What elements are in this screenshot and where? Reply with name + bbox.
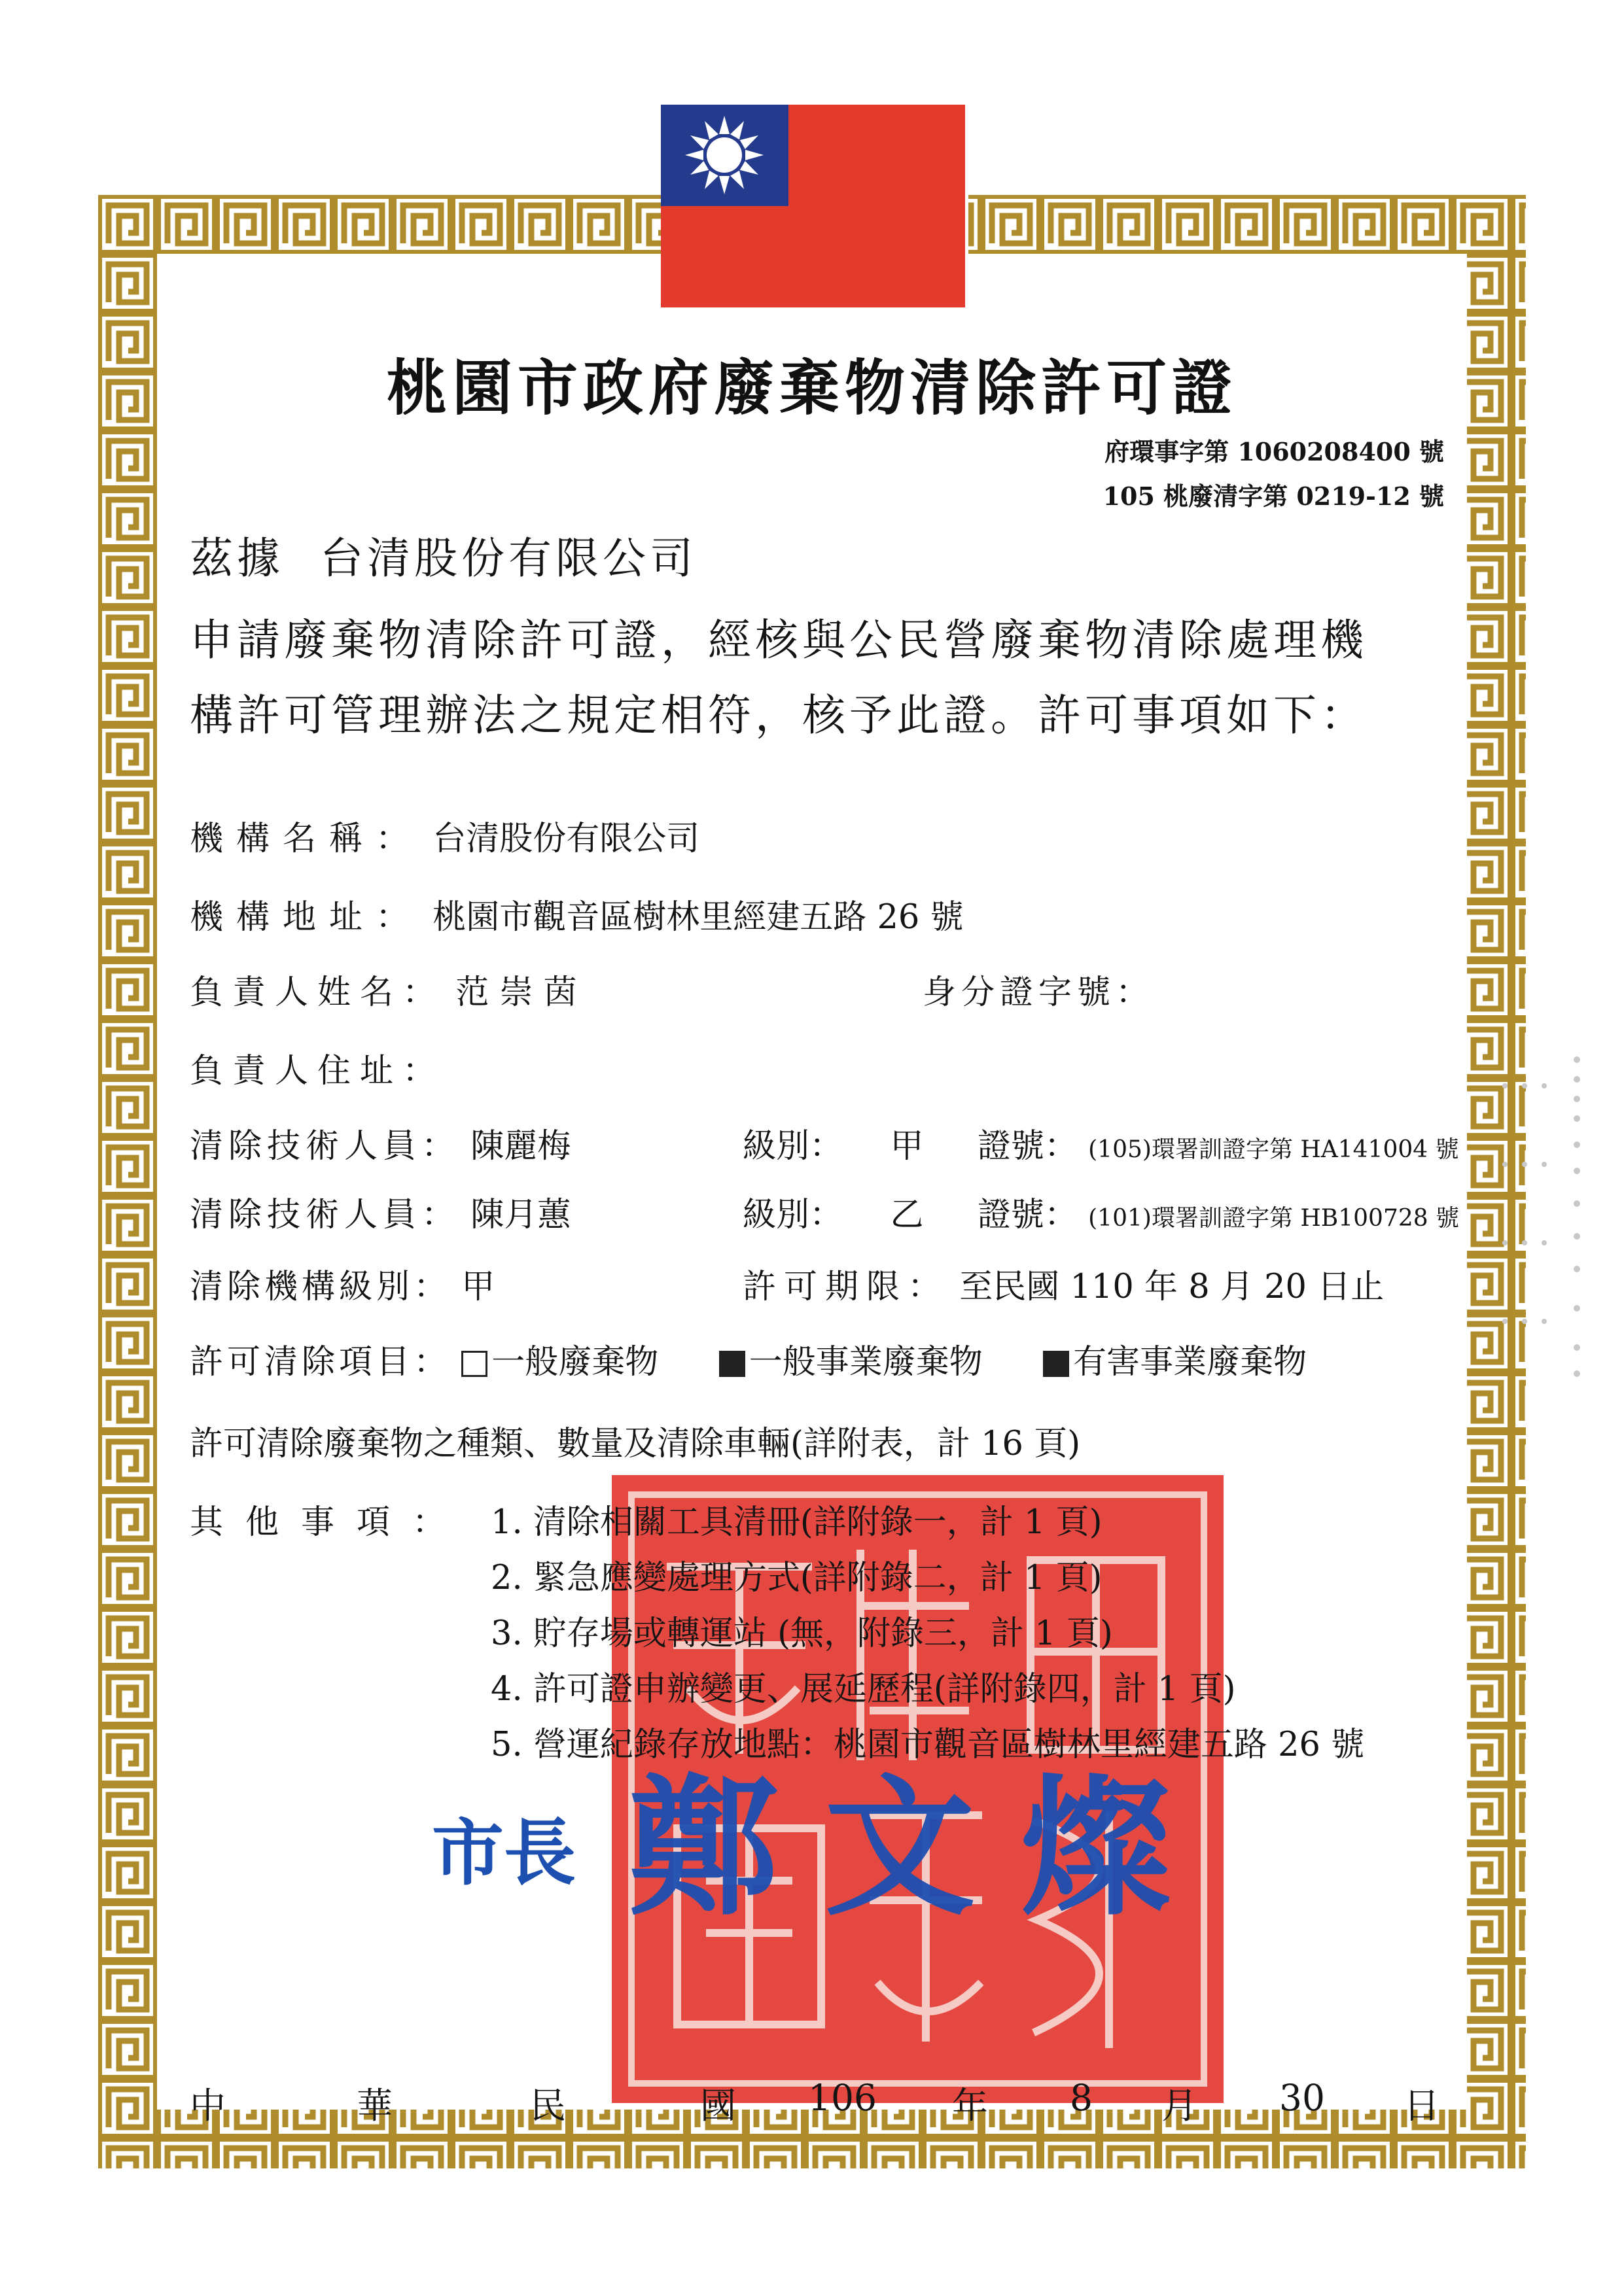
technician-level-2: [743, 1187, 1459, 1236]
owner-value: 范 崇 茵: [455, 973, 577, 1012]
item-checkbox-general-business-waste: [719, 1351, 745, 1377]
cert-label: 證號：: [977, 1196, 1078, 1234]
technician-level-1: [743, 1119, 1459, 1167]
date-day-unit: 日: [1403, 2085, 1440, 2127]
permit-items-label: 許可清除項目：: [190, 1343, 451, 1382]
org-name-label: 機構名稱：: [190, 820, 423, 858]
reference-number-1: 府環事字第 1060208400 號: [1104, 437, 1444, 466]
other-items-label: 其他事項：: [190, 1503, 468, 1542]
owner-address-label: 負責人住址：: [190, 1052, 446, 1090]
org-address-row: [190, 890, 964, 938]
owner-row: [190, 965, 577, 1013]
item-checkbox-general-waste: [461, 1351, 487, 1377]
date-guo: 國: [700, 2085, 737, 2127]
grade-label: 清除機構級別：: [190, 1268, 451, 1306]
other-item-5: 5. 營運紀錄存放地點：桃園市觀音區樹林里經建五路 26 號: [491, 1726, 1365, 1764]
date-month-unit: 月: [1161, 2085, 1198, 2127]
mayor-signature: 鄭文燦: [628, 1760, 1218, 1936]
intro-prefix: 茲據: [190, 533, 284, 583]
permit-period-label: 許可期限：: [743, 1268, 949, 1306]
date-day: 30: [1279, 2077, 1325, 2119]
owner-label: 負責人姓名：: [190, 973, 446, 1012]
cert-number: (101)環署訓證字第 HB100728 號: [1088, 1205, 1460, 1232]
technician-row-1: [190, 1119, 571, 1167]
reference-number-2: 105 桃廢清字第 0219-12 號: [1103, 481, 1444, 511]
org-address-value: 桃園市觀音區樹林里經建五路 26 號: [432, 898, 964, 937]
item-label-general-business-waste: 一般事業廢棄物: [749, 1343, 983, 1382]
national-flag: [661, 105, 965, 307]
permit-period-value: 至民國 110 年 8 月 20 日止: [959, 1268, 1385, 1306]
document-title: 桃園市政府廢棄物清除許可證: [386, 353, 1237, 423]
technician-name: 陳麗梅: [470, 1127, 571, 1166]
other-item-2: 2. 緊急應變處理方式(詳附錄二，計 1 頁): [491, 1559, 1103, 1597]
technician-row-2: [190, 1187, 571, 1236]
technician-label: 清除技術人員：: [190, 1127, 461, 1166]
technician-label: 清除技術人員：: [190, 1196, 461, 1234]
other-item-1: 1. 清除相關工具清冊(詳附錄一，計 1 頁): [491, 1503, 1103, 1542]
permit-period-row: [743, 1259, 1384, 1308]
date-min: 民: [530, 2085, 567, 2127]
permit-items-row: [190, 1334, 1307, 1383]
intro-company: 台清股份有限公司: [320, 533, 697, 583]
item-label-hazardous-waste: 有害事業廢棄物: [1073, 1343, 1307, 1382]
level-label: 級別：: [743, 1127, 843, 1166]
other-item-3: 3. 貯存場或轉運站 (無，附錄三，計 1 頁): [491, 1614, 1113, 1653]
owner-address-row: [190, 1043, 445, 1092]
cert-label: 證號：: [977, 1127, 1078, 1166]
date-zhong: 中: [190, 2085, 226, 2127]
date-month: 8: [1070, 2077, 1093, 2119]
org-name-row: [190, 811, 699, 860]
item-label-general-waste: 一般廢棄物: [491, 1343, 659, 1382]
org-name-value: 台清股份有限公司: [432, 820, 700, 858]
level-value: 乙: [890, 1196, 924, 1234]
other-item-4: 4. 許可證申辦變更、展延歷程(詳附錄四，計 1 頁): [491, 1670, 1236, 1709]
intro-line-3: 構許可管理辦法之規定相符，核予此證。許可事項如下：: [190, 690, 1368, 740]
grade-row: [190, 1259, 495, 1308]
org-address-label: 機構地址：: [190, 898, 423, 937]
intro-line-1: [190, 523, 697, 585]
technician-name: 陳月蕙: [470, 1196, 571, 1234]
date-year: 106: [808, 2077, 877, 2119]
mayor-title: 市長: [432, 1811, 576, 1895]
id-number-row: [923, 965, 1154, 1013]
id-number-label: 身分證字號：: [923, 973, 1155, 1012]
embossed-dots: [1479, 1047, 1597, 1387]
grade-value: 甲: [461, 1268, 495, 1306]
intro-line-2: 申請廢棄物清除許可證，經核與公民營廢棄物清除處理機: [190, 615, 1368, 665]
waste-types-line: 許可清除廢棄物之種類、數量及清除車輛(詳附表，計 16 頁): [190, 1425, 1081, 1463]
level-label: 級別：: [743, 1196, 843, 1234]
date-hua: 華: [357, 2085, 393, 2127]
level-value: 甲: [890, 1127, 924, 1166]
date-year-unit: 年: [952, 2085, 989, 2127]
item-checkbox-hazardous-waste: [1043, 1351, 1069, 1377]
cert-number: (105)環署訓證字第 HA141004 號: [1088, 1136, 1459, 1163]
